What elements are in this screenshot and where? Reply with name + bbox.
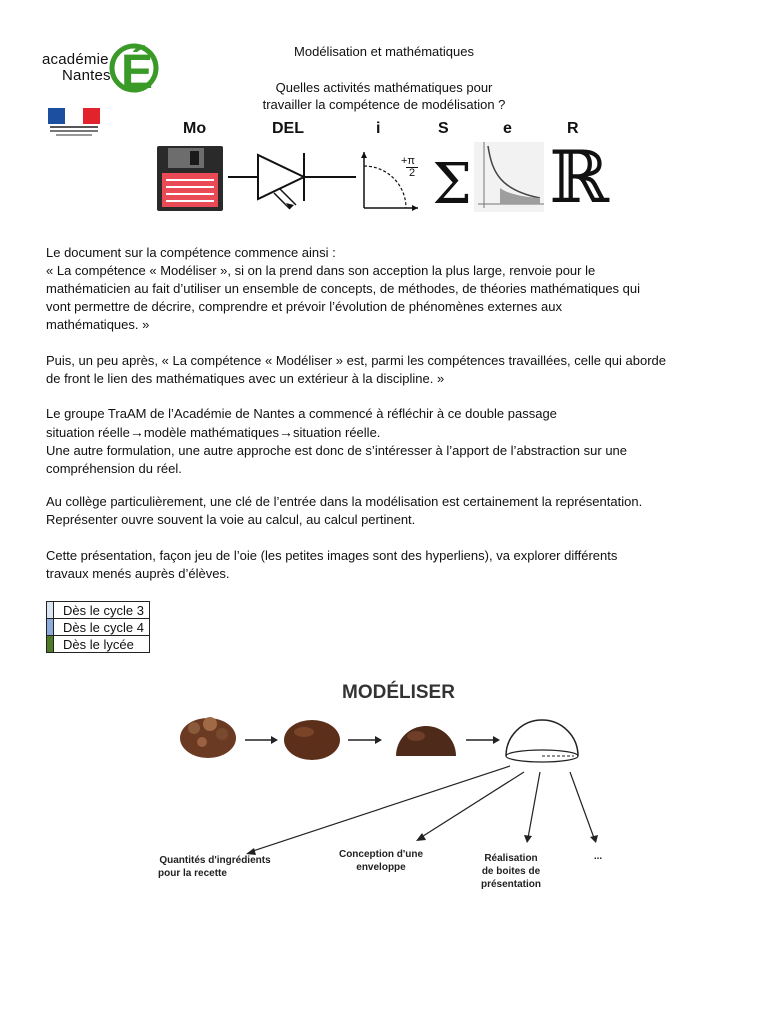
sigma-icon[interactable] [430, 152, 474, 217]
legend-row-lycee: Dès le lycée [47, 636, 150, 653]
modeliser-letter-i: i [376, 120, 381, 137]
pi-denominator: 2 [406, 167, 418, 179]
logo-text-academie: académie [42, 51, 109, 68]
right-arrow-icon: → [129, 424, 144, 440]
caption-enveloppe: Conception d'une enveloppe [338, 849, 424, 873]
modeliser-letter-s: S [438, 120, 449, 137]
caption-etc: ... [593, 851, 603, 862]
paragraph-intro: Le document sur la compétence commence ainsi : « La compétence « Modéliser », si on la prend dans son acception la plus large, renvoie pour le mathématicien au fait d’utiliser un ensemble de concepts, de méthodes, de théories mathématiques qui vont permettre de décrire, comprendre et prévoir l’évolution de phénomènes externes aux mathématiques. » [46, 245, 641, 332]
double-passage-line: situation réelle→modèle mathématiques→situation réelle. [46, 424, 381, 440]
paragraph-quote-2: Puis, un peu après, « La compétence « Modéliser » est, parmi les compétences travaillées, celle qui aborde de front le lien des mathématiques avec un extérieur à la discipline. » [46, 353, 667, 386]
area-under-curve-icon[interactable] [474, 142, 544, 212]
modeliser-letter-r: R [567, 120, 579, 137]
legend-swatch-lycee [47, 636, 54, 653]
legend-swatch-cycle-3 [47, 602, 54, 619]
logo-e-icon [104, 22, 160, 102]
caption-boites: Réalisation de boites de présentation [480, 853, 541, 890]
page-subtitle-line-1: Quelles activités mathématiques pour [275, 80, 493, 95]
angle-pi-over-two-icon[interactable] [358, 148, 424, 214]
legend-swatch-cycle-4 [47, 619, 54, 636]
modeliser-figure-title: MODÉLISER [342, 682, 455, 703]
logo-text-nantes: Nantes [62, 67, 111, 84]
level-legend-table [46, 601, 150, 653]
real-numbers-icon[interactable] [544, 135, 614, 219]
paragraph-college: Au collège particulièrement, une clé de l’entrée dans la modélisation est certainement la représentation. Représenter ouvre souvent la voie au calcul, au calcul pertinent. [46, 494, 643, 527]
floppy-disk-icon[interactable] [156, 145, 224, 212]
modeliser-letter-mo: Mo [183, 120, 207, 137]
modeliser-letter-del: DEL [272, 120, 304, 137]
modeliser-letter-e: e [503, 120, 512, 137]
sigma-glyph: Σ [432, 152, 472, 217]
right-arrow-icon: → [278, 424, 293, 440]
page-subtitle-line-2: travailler la compétence de modélisation ? [262, 97, 506, 112]
legend-row-cycle-4: Dès le cycle 4 [47, 619, 150, 636]
plus-sign: + [400, 155, 408, 167]
republique-francaise-logo [48, 108, 100, 136]
page-title: Modélisation et mathématiques [294, 44, 474, 59]
caption-ingredients: Quantités d'ingrédients pour la recette [158, 855, 271, 879]
real-r-glyph: ℝ [549, 135, 609, 219]
paragraph-traam: Le groupe TraAM de l’Académie de Nantes a commencé à réfléchir à ce double passage situation réelle→modèle mathématiques→situation réelle. Une autre formulation, une autre approche est donc de s’intéresser à l’apport de l’abstraction sur une compréhension du réel. [46, 405, 726, 478]
diode-symbol-icon[interactable] [228, 145, 356, 213]
legend-row-cycle-3: Dès le cycle 3 [47, 602, 150, 619]
academie-logo[interactable] [40, 22, 160, 102]
logo-letter: É [121, 46, 154, 99]
pi-symbol: π [407, 155, 416, 167]
paragraph-presentation: Cette présentation, façon jeu de l’oie (les petites images sont des hyperliens), va explorer différents travaux menés auprès d’élèves. [46, 548, 618, 581]
modeliser-figure[interactable] [150, 680, 620, 900]
